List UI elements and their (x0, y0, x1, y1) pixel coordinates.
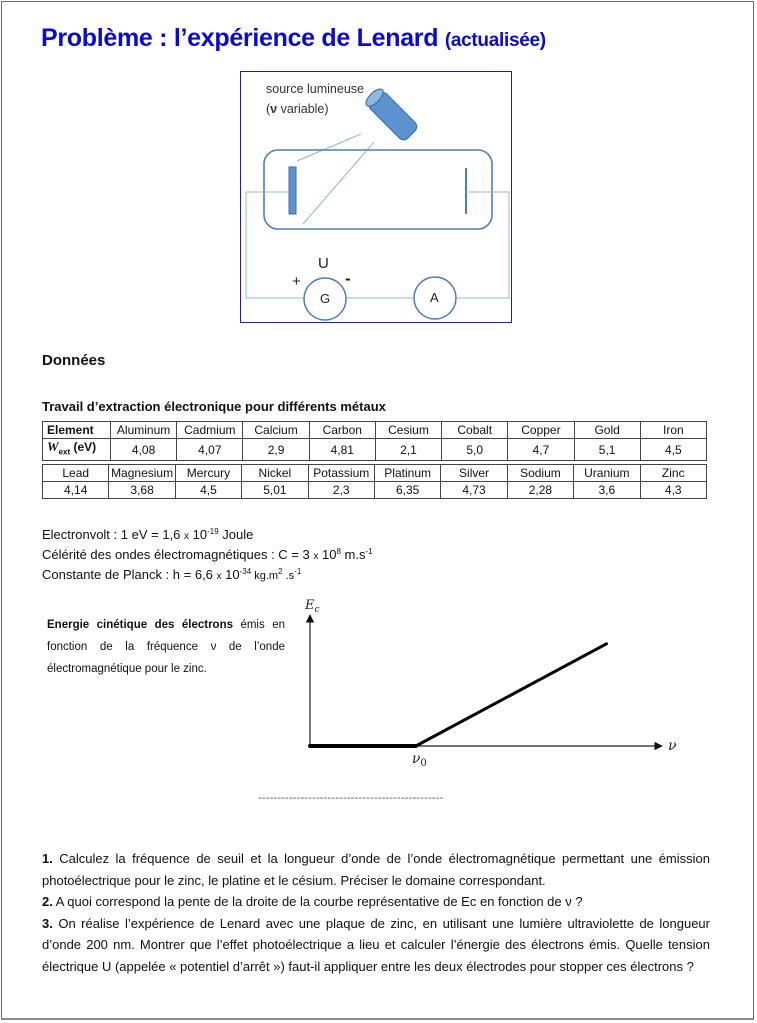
constant-electronvolt (42, 527, 253, 542)
series-line-above-threshold (416, 644, 607, 746)
work-function-value-cell: 4,07 (177, 439, 243, 461)
element-name-cell: Mercury (175, 465, 241, 482)
work-function-value-cell: 5,1 (574, 439, 640, 461)
work-function-value-cell: 4,14 (43, 482, 109, 499)
work-function-value-cell: 5,0 (442, 439, 508, 461)
element-name-cell: Potassium (308, 465, 374, 482)
table-row-values (43, 439, 707, 461)
text: Electronvolt : 1 eV = 1,6 (42, 527, 184, 542)
unit-exponent: -1 (294, 567, 302, 576)
minus-label: - (345, 269, 351, 288)
cathode-plate (289, 167, 296, 214)
exponent: 8 (336, 547, 341, 556)
element-name-cell: Carbon (309, 422, 375, 439)
y-axis-label (304, 598, 320, 615)
constant-celerity (42, 547, 373, 562)
element-name-cell: Silver (441, 465, 507, 482)
page-title (41, 24, 546, 53)
question-text: A quoi correspond la pente de la droite de la courbe représentative de Ec en fonction de ν ? (52, 894, 583, 909)
y-label-main: E (305, 598, 315, 613)
question-text: Calculez la fréquence de seuil et la longueur d’onde de l’onde électromagnétique permettant une émission photoélectrique pour le zinc, le platine et le césium. Préciser le domaine correspondant. (42, 851, 710, 888)
paren: ( (266, 102, 271, 116)
caption-bold: Energie cinétique des électrons (47, 619, 233, 631)
questions-list (42, 848, 710, 977)
times: x (216, 571, 222, 582)
title-sub: (actualisée) (444, 30, 546, 51)
unit: kg.m (251, 570, 279, 582)
work-function-value-cell: 4,3 (640, 482, 706, 499)
x-axis-label: ν (668, 738, 677, 754)
question-number: 3. (42, 915, 53, 931)
constant-planck (42, 567, 301, 582)
work-function-value-cell: 2,28 (507, 482, 573, 499)
tick-main: ν (411, 751, 421, 767)
table-row-elements (43, 422, 707, 439)
base: 10 (318, 547, 337, 562)
work-function-value-cell: 4,5 (640, 439, 706, 461)
circuit-wire-right (457, 192, 509, 298)
light-source-icon (363, 86, 419, 142)
question-number: 1. (42, 851, 53, 866)
unit: m.s (340, 547, 366, 562)
light-ray-upper (297, 134, 361, 161)
element-name-cell: Cobalt (442, 422, 508, 439)
lenard-experiment-diagram (240, 71, 512, 323)
work-function-value-cell: 2,1 (375, 439, 441, 461)
work-function-value-cell: 4,5 (175, 482, 241, 499)
tick-sub: 0 (420, 758, 427, 769)
element-name-cell: Gold (574, 422, 640, 439)
variable-text: variable) (277, 102, 329, 116)
separator-line: ------------------------------------------------ (258, 792, 444, 804)
base: 10 (221, 567, 240, 582)
work-function-value-cell: 5,01 (242, 482, 308, 499)
element-name-cell: Copper (508, 422, 574, 439)
text: Constante de Planck : h = 6,6 (42, 567, 217, 582)
row-header-wext (43, 439, 111, 461)
work-function-value-cell: 4,08 (111, 439, 177, 461)
work-function-table-2 (42, 464, 707, 499)
work-function-value-cell: 4,73 (441, 482, 507, 499)
element-name-cell: Zinc (640, 465, 706, 482)
voltage-label: U (318, 255, 329, 272)
element-name-cell: Sodium (507, 465, 573, 482)
question-2 (42, 891, 710, 913)
caption-rest: émis en fonction de la fréquence ν de l’onde électromagnétique pour le zinc. (47, 619, 285, 675)
element-name-cell: Calcium (243, 422, 309, 439)
table-row-values (43, 482, 707, 499)
y-label-sub: c (314, 605, 320, 615)
ammeter-label: A (430, 290, 439, 305)
element-name-cell: Aluminum (111, 422, 177, 439)
times: x (313, 551, 319, 562)
unit: (eV) (70, 440, 97, 454)
work-function-value-cell: 4,81 (309, 439, 375, 461)
w-symbol: W (47, 439, 59, 454)
work-function-value-cell: 4,7 (508, 439, 574, 461)
source-label-line1: source lumineuse (266, 82, 364, 96)
element-name-cell: Platinum (374, 465, 440, 482)
table-title: Travail d’extraction électronique pour différents métaux (42, 399, 386, 414)
chart-svg (295, 595, 695, 775)
source-label-line2 (266, 102, 329, 116)
unit: Joule (218, 527, 254, 542)
question-1 (42, 848, 710, 891)
exponent: -19 (207, 527, 219, 536)
nu-symbol: ν (270, 102, 278, 116)
times: x (184, 531, 189, 542)
data-section-heading: Données (42, 352, 106, 369)
plus-label: + (292, 273, 301, 290)
x-tick-label-nu0 (412, 751, 427, 769)
work-function-value-cell: 3,6 (574, 482, 640, 499)
element-name-cell: Uranium (574, 465, 640, 482)
generator-label: G (320, 291, 331, 306)
work-function-value-cell: 2,9 (243, 439, 309, 461)
work-function-value-cell: 3,68 (109, 482, 175, 499)
ext-sub: ext (58, 447, 71, 457)
chart-caption (47, 614, 285, 680)
element-name-cell: Nickel (242, 465, 308, 482)
element-name-cell: Iron (640, 422, 706, 439)
element-name-cell: Lead (43, 465, 109, 482)
table-row-elements (43, 465, 707, 482)
energy-frequency-chart (295, 595, 695, 780)
element-name-cell: Cesium (375, 422, 441, 439)
question-number: 2. (42, 894, 53, 909)
vacuum-tube (264, 150, 492, 229)
element-name-cell: Magnesium (109, 465, 175, 482)
exponent: -34 (239, 567, 252, 576)
work-function-value-cell: 2,3 (308, 482, 374, 499)
unit-exponent: 2 (278, 567, 283, 576)
work-function-value-cell: 6,35 (374, 482, 440, 499)
unit-exponent: -1 (365, 547, 373, 556)
work-function-table-1 (42, 421, 707, 461)
row-header-element: Element (43, 422, 111, 439)
question-text: On réalise l’expérience de Lenard avec une plaque de zinc, en utilisant une lumière ultraviolette de longueur d’onde 200 nm. Montrer que l’effet photoélectrique a lieu et calculer l’énergie des électrons émis. Quelle tension électrique U (appelée « potentiel d’arrêt ») faut-il appliquer entre les deux électrodes pour stopper ces électrons ? (42, 915, 710, 974)
title-main: Problème : l’expérience de Lenard (41, 24, 445, 52)
text: Célérité des ondes électromagnétiques : C = 3 (42, 547, 314, 562)
element-name-cell: Cadmium (177, 422, 243, 439)
unit: .s (282, 570, 295, 582)
question-3 (42, 913, 710, 978)
base: 10 (189, 527, 208, 542)
